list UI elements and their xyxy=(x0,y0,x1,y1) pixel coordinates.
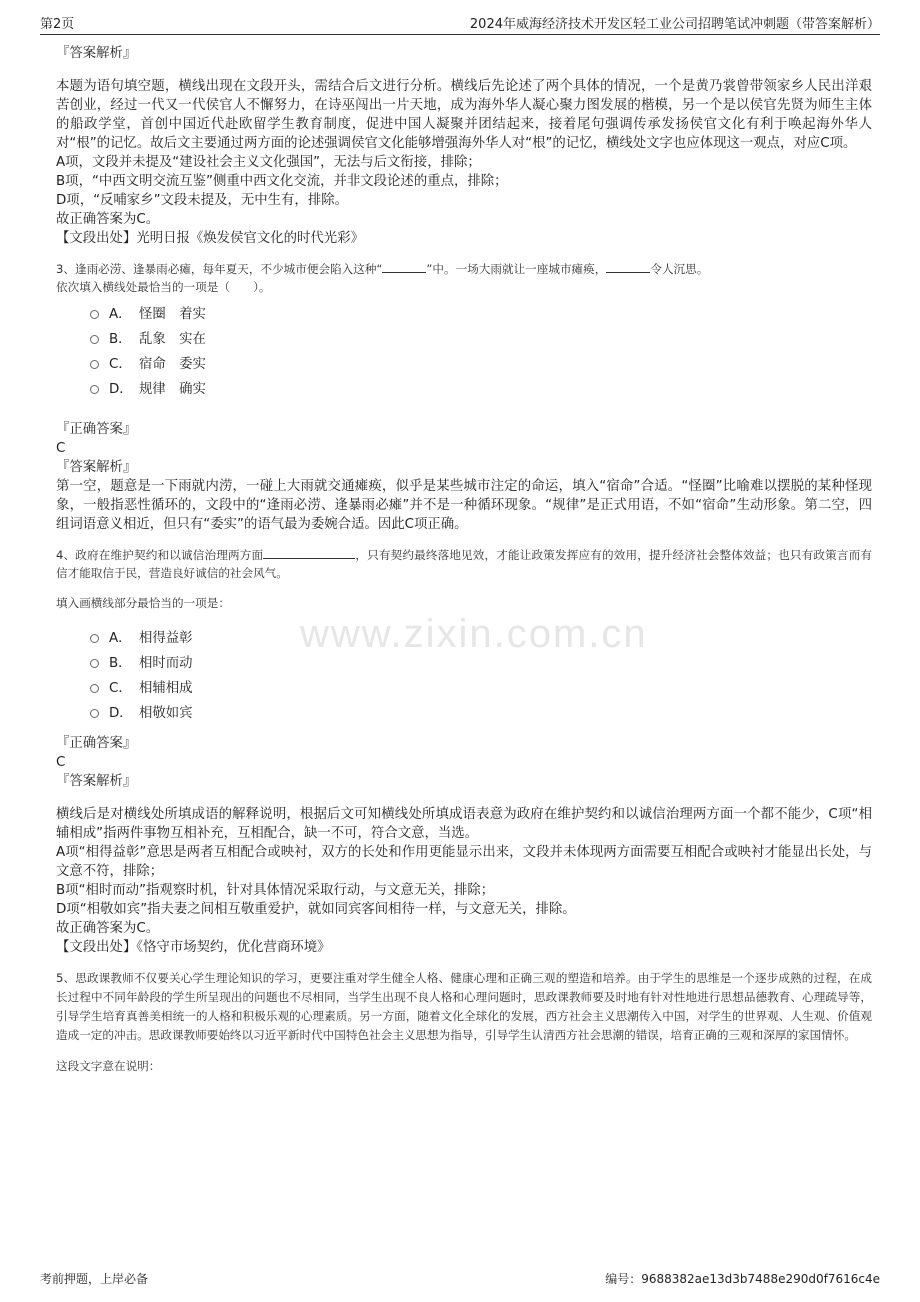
q2-conclusion: 故正确答案为C。 xyxy=(56,212,160,227)
q5-instruction: 这段文字意在说明： xyxy=(56,1059,161,1073)
q4-instruction: 填入画横线部分最恰当的一项是： xyxy=(56,596,230,610)
q3-option-a[interactable]: A． 怪圈 着实 xyxy=(90,302,872,327)
radio-icon[interactable] xyxy=(90,360,99,369)
q2-analysis-heading: 『答案解析』 xyxy=(56,46,137,61)
q2-source: 【文段出处】光明日报《焕发侯官文化的时代光彩》 xyxy=(56,231,364,246)
watermark: www.zixin.com.cn xyxy=(300,612,648,656)
q4-option-a[interactable]: A． 相得益彰 xyxy=(90,626,872,651)
q4-stem: 4、政府在维护契约和以诚信治理两方面 ，只有契约最终落地见效，才能让政策发挥应有的效用，提升经济社会整体效益；也只有政策言而有信才能取信于民，营造良好诚信的社会风气。 xyxy=(56,548,872,580)
radio-icon[interactable] xyxy=(90,659,99,668)
radio-icon[interactable] xyxy=(90,709,99,718)
radio-icon[interactable] xyxy=(90,335,99,344)
radio-icon[interactable] xyxy=(90,310,99,319)
q3-analysis-text: 第一空，题意是一下雨就内涝，一碰上大雨就交通瘫痪，似乎是某些城市注定的命运，填入“宿命”合适。“怪圈”比喻难以摆脱的某种怪现象，一般指恶性循环的，文段中的“逢雨必涝、逢暴雨必瘫”并不是一种循环现象。“规律”是正式用语，不如“宿命”生动形象。第二空，四组词语意义相近，但只有“委实”的语气最为委婉合适。因此C项正确。 xyxy=(56,479,872,532)
radio-icon[interactable] xyxy=(90,634,99,643)
question-4 xyxy=(56,546,872,957)
q4-blank xyxy=(263,546,355,559)
q3-blank-2 xyxy=(606,260,650,273)
q4-analysis-text: 横线后是对横线处所填成语的解释说明，根据后文可知横线处所填成语表意为政府在维护契约和以诚信治理两方面一个都不能少，C项“相辅相成”指两件事物互相补充，互相配合，缺一不可，符合文意，当选。 xyxy=(56,807,872,841)
q4-option-b-note: B项“相时而动”指观察时机，针对具体情况采取行动，与文意无关，排除； xyxy=(56,883,495,898)
document-body xyxy=(56,44,872,1075)
q3-instruction: 依次填入横线处最恰当的一项是（ ）。 xyxy=(56,280,271,294)
page-number: 第2页 xyxy=(40,17,75,32)
q2-option-a-note: A项，文段并未提及“建设社会主义文化强国”，无法与后文衔接，排除； xyxy=(56,155,481,170)
q3-blank-1 xyxy=(382,260,426,273)
page-header xyxy=(40,10,880,35)
q4-conclusion: 故正确答案为C。 xyxy=(56,921,160,936)
q3-option-c[interactable]: C． 宿命 委实 xyxy=(90,352,872,377)
question-5 xyxy=(56,969,872,1075)
q4-answer-heading: 『正确答案』 xyxy=(56,736,137,751)
q4-option-c[interactable]: C． 相辅相成 xyxy=(90,676,872,701)
q4-analysis-heading: 『答案解析』 xyxy=(56,774,137,789)
q3-analysis-heading: 『答案解析』 xyxy=(56,460,137,475)
q3-options xyxy=(90,302,872,402)
q4-answer: C xyxy=(56,755,66,770)
footer-slogan: 考前押题，上岸必备 xyxy=(40,1272,149,1286)
q3-stem: 3、逢雨必涝、逢暴雨必瘫，每年夏天，不少城市便会陷入这种“ ”中。一场大雨就让一座城市瘫痪， 令人沉思。 xyxy=(56,262,709,276)
question-3 xyxy=(56,260,872,534)
q2-option-d-note: D项，“反哺家乡”文段未提及，无中生有，排除。 xyxy=(56,193,348,208)
q3-option-b[interactable]: B． 乱象 实在 xyxy=(90,327,872,352)
q3-answer: C xyxy=(56,441,66,456)
q4-option-d[interactable]: D． 相敬如宾 xyxy=(90,701,872,726)
q3-answer-heading: 『正确答案』 xyxy=(56,422,137,437)
document-title: 2024年威海经济技术开发区轻工业公司招聘笔试冲刺题（带答案解析） xyxy=(469,17,880,32)
q4-option-d-note: D项“相敬如宾”指夫妻之间相互敬重爱护，就如同宾客间相待一样，与文意无关，排除。 xyxy=(56,902,576,917)
document-id: 编号：9688382ae13d3b7488e290d0f7616c4e xyxy=(605,1272,880,1286)
radio-icon[interactable] xyxy=(90,385,99,394)
q4-option-b[interactable]: B． 相时而动 xyxy=(90,651,872,676)
page-footer xyxy=(40,1270,880,1287)
q2-analysis-text: 本题为语句填空题，横线出现在文段开头，需结合后文进行分析。横线后先论述了两个具体的情况，一个是黄乃裳曾带领家乡人民出洋艰苦创业，经过一代又一代侯官人不懈努力，在诗巫闯出一片天地，成为海外华人凝心聚力图发展的楷模，另一个是以侯官先贤为师生主体的船政学堂，首创中国近代赴欧留学生教育制度，促进中国人凝聚并团结起来，接着尾句强调传承发扬侯官文化有利于唤起海外华人对“根”的记忆。故后文主要通过两方面的论述强调侯官文化能够增强海外华人对“根”的记忆，横线处文字也应体现这一观点，对应C项。 xyxy=(56,79,872,151)
q4-option-a-note: A项“相得益彰”意思是两者互相配合或映衬，双方的长处和作用更能显示出来，文段并未体现两方面需要互相配合或映衬才能显出长处，与文意不符，排除； xyxy=(56,845,872,879)
q4-source: 【文段出处】《恪守市场契约，优化营商环境》 xyxy=(56,940,331,955)
radio-icon[interactable] xyxy=(90,684,99,693)
q3-option-d[interactable]: D． 规律 确实 xyxy=(90,377,872,402)
q5-stem: 5、思政课教师不仅要关心学生理论知识的学习，更要注重对学生健全人格、健康心理和正确三观的塑造和培养。由于学生的思维是一个逐步成熟的过程，在成长过程中不同年龄段的学生所呈现出的问题也不尽相同，当学生出现不良人格和心理问题时，思政课教师要及时地有针对性地进行思想品德教育、心理疏导等，引导学生培育真善美相统一的人格和积极乐观的心理素质。另一方面，随着文化全球化的发展，西方社会主义思潮传入中国，对学生的世界观、人生观、价值观造成一定的冲击。思政课教师要始终以习近平新时代中国特色社会主义思想为指导，引导学生认清西方社会思潮的错误，培育正确的三观和深厚的家国情怀。 xyxy=(56,971,872,1042)
q4-options xyxy=(90,626,872,726)
q2-option-b-note: B项，“中西文明交流互鉴”侧重中西文化交流，并非文段论述的重点，排除； xyxy=(56,174,508,189)
